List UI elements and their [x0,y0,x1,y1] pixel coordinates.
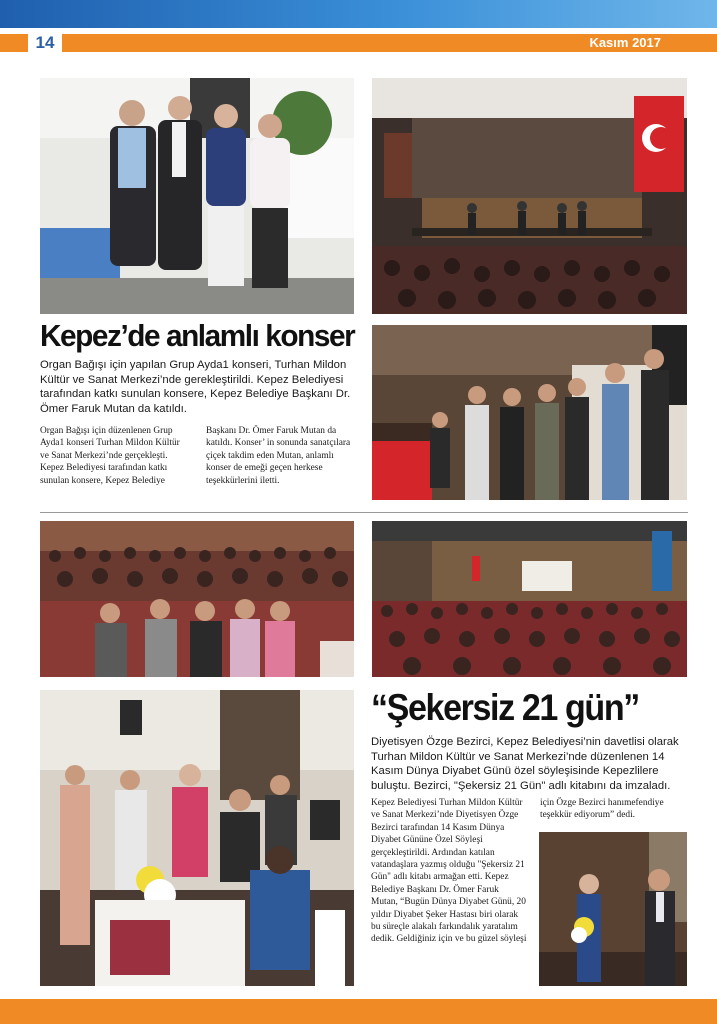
article1-lead: Organ Bağışı için yapılan Grup Ayda1 konseri, Turhan Mildon Kültür ve Sanat Merkezi’nde gerekleştirildi. Kepez Belediyesi tarafından katkı sunulan konsere, Kepez Belediye Başkanı Dr. Ömer Faruk Mutan da katıldı. [40,359,351,415]
photo-speakers-flowers [539,832,687,986]
article1-headline: Kepez’de anlamlı konser [40,318,355,353]
photo-book-signing [40,690,354,986]
article1-body-col2: Başkanı Dr. Ömer Faruk Mutan da katıldı. Konser’ in sonunda sanatçılara çiçek takdim eden Mutan, anlamlı konser de emeği geçen herkese teşekkürlerini iletti. [206,426,351,486]
page-number: 14 [28,33,62,53]
article-divider [40,512,688,513]
photo-audience-front [40,521,354,677]
photo-award-ceremony [372,325,687,500]
footer-orange-bar [0,999,717,1024]
article2-lead: Diyetisyen Özge Bezirci, Kepez Belediyesi’nin davetlisi olarak Turhan Mildon Kültür ve Sanat Merkezi’nde düzenlenen 14 Kasım Dünya Diyabet Günü özel söyleşisinde Kepezlilere buluştu. Bezirci, "Şekersiz 21 Gün" adlı kitabını da imzaladı. [371,736,679,792]
photo-hall-audience [372,521,687,677]
article2-body-col1: Kepez Belediyesi Turhan Mildon Kültür ve Sanat Merkezi’nde Diyetisyen Özge Bezirci tarafından 14 Kasım Dünya Diyabet Gününe Özel Söyleşi gerçekleştirildi. Ardından katılan vatandaşlara yazmış olduğu "Şekersiz 21 Gün" adlı kitabı armağan etti. Kepez Belediye Başkanı Dr. Ömer Faruk Mutan, “Bugün Dünya Diyabet Günü, 20 yıldır Diyabet Şeker Hastası biri olarak bu süreçle alakalı farkındalık yaratalım dedik. Geldiğiniz için ve bu güzel söyleşi [371,798,527,945]
top-color-band [0,0,717,28]
article1-body-col1: Organ Bağışı için düzenlenen Grup Ayda1 konseri Turhan Mildon Kültür ve Sanat Merkezi’nde gerçekleşti. Kepez Belediyesi tarafından katkı sunulan konsere, Kepez Belediye [40,426,180,486]
photo-group-portrait [40,78,354,314]
photo-concert-stage [372,78,687,314]
issue-date: Kasım 2017 [589,35,661,50]
article2-body-col2: için Özge Bezirci hanımefendiye teşekkür ediyorum” dedi. [540,798,664,821]
article2-headline: “Şekersiz 21 gün” [371,687,639,728]
